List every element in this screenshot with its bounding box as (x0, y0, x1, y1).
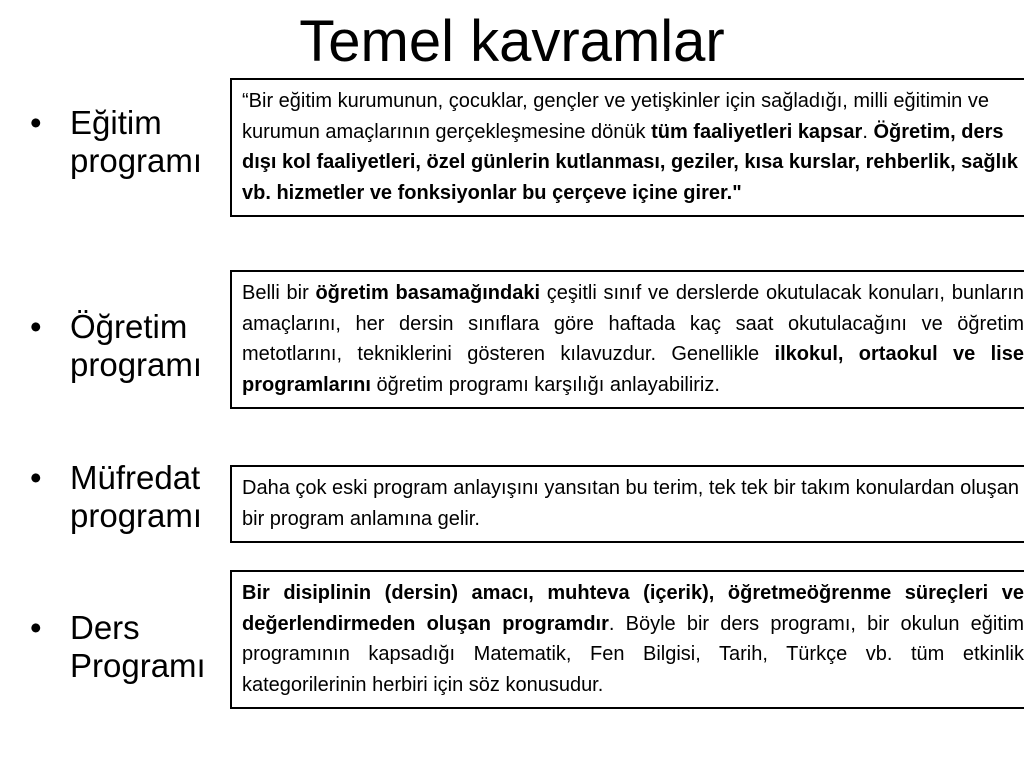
definition-bold-text: ilkokul, ortaokul ve lise programlarını (242, 343, 1024, 396)
definition-text: Belli bir (242, 282, 316, 304)
bullet-ogretim-programi (30, 308, 230, 384)
definition-box-egitim-programi (230, 78, 1024, 217)
bullet-term: Ders Programı (70, 609, 206, 684)
definition-bold-text: tüm faaliyetleri kapsar (651, 120, 863, 143)
definition-bold-text: öğretim basamağındaki (315, 282, 541, 304)
definition-text: . Böyle bir ders programı, bir okulun eğitim programının kapsadığı Matematik, Fen Bilgisi, Tarih, Türkçe vb. tüm etkinlik kategorilerinin herbiri için söz konusudur. (242, 612, 1024, 696)
definition-bold-text: Öğretim, ders dışı kol faaliyetleri, özel günlerin kutlanması, geziler, kısa kurslar, rehberlik, sağlık vb. hizmetler ve fonksiyonlar bu çerçeve içine girer." (242, 120, 1018, 204)
definition-text: . (862, 120, 874, 143)
definition-box-ogretim-programi (230, 270, 1024, 409)
bullet-mufredat-programi (30, 459, 230, 535)
bullet-dot: • (30, 609, 42, 646)
definition-box-ders-programi (230, 570, 1024, 709)
slide-title: Temel kavramlar (299, 9, 725, 74)
definition-text: çeşitli sınıf ve derslerde okutulacak konuları, bunların amaçlarını, her dersin sınıflara göre haftada kaç saat okutulacağını ve öğretim metotlarını, tekniklerini gösteren kılavuzdur. Genellikle (242, 282, 1024, 365)
definition-text: “Bir eğitim kurumunun, çocuklar, gençler ve yetişkinler için sağladığı, milli eğitimin ve kurumun amaçlarının gerçekleşmesine dönük (242, 90, 989, 143)
definition-text: Daha çok eski program anlayışını yansıtan bu terim, tek tek bir takım konulardan oluşan bir program anlamına gelir. (242, 477, 1020, 530)
bullet-term: Öğretim programı (70, 308, 203, 383)
bullet-egitim-programi (30, 104, 230, 180)
bullet-dot: • (30, 104, 42, 141)
definition-text: öğretim programı karşılığı anlayabiliriz. (370, 373, 720, 396)
definition-box-mufredat-programi (230, 465, 1024, 543)
bullet-term: Müfredat programı (70, 459, 203, 534)
definition-bold-text: Bir disiplinin (dersin) amacı, muhteva (içerik), öğretmeöğrenme süreçleri ve değerlendirmeden oluşan programdır (242, 582, 1024, 635)
bullet-dot: • (30, 308, 42, 345)
bullet-ders-programi (30, 609, 230, 685)
bullet-dot: • (30, 459, 42, 496)
bullet-term: Eğitim programı (70, 104, 203, 179)
